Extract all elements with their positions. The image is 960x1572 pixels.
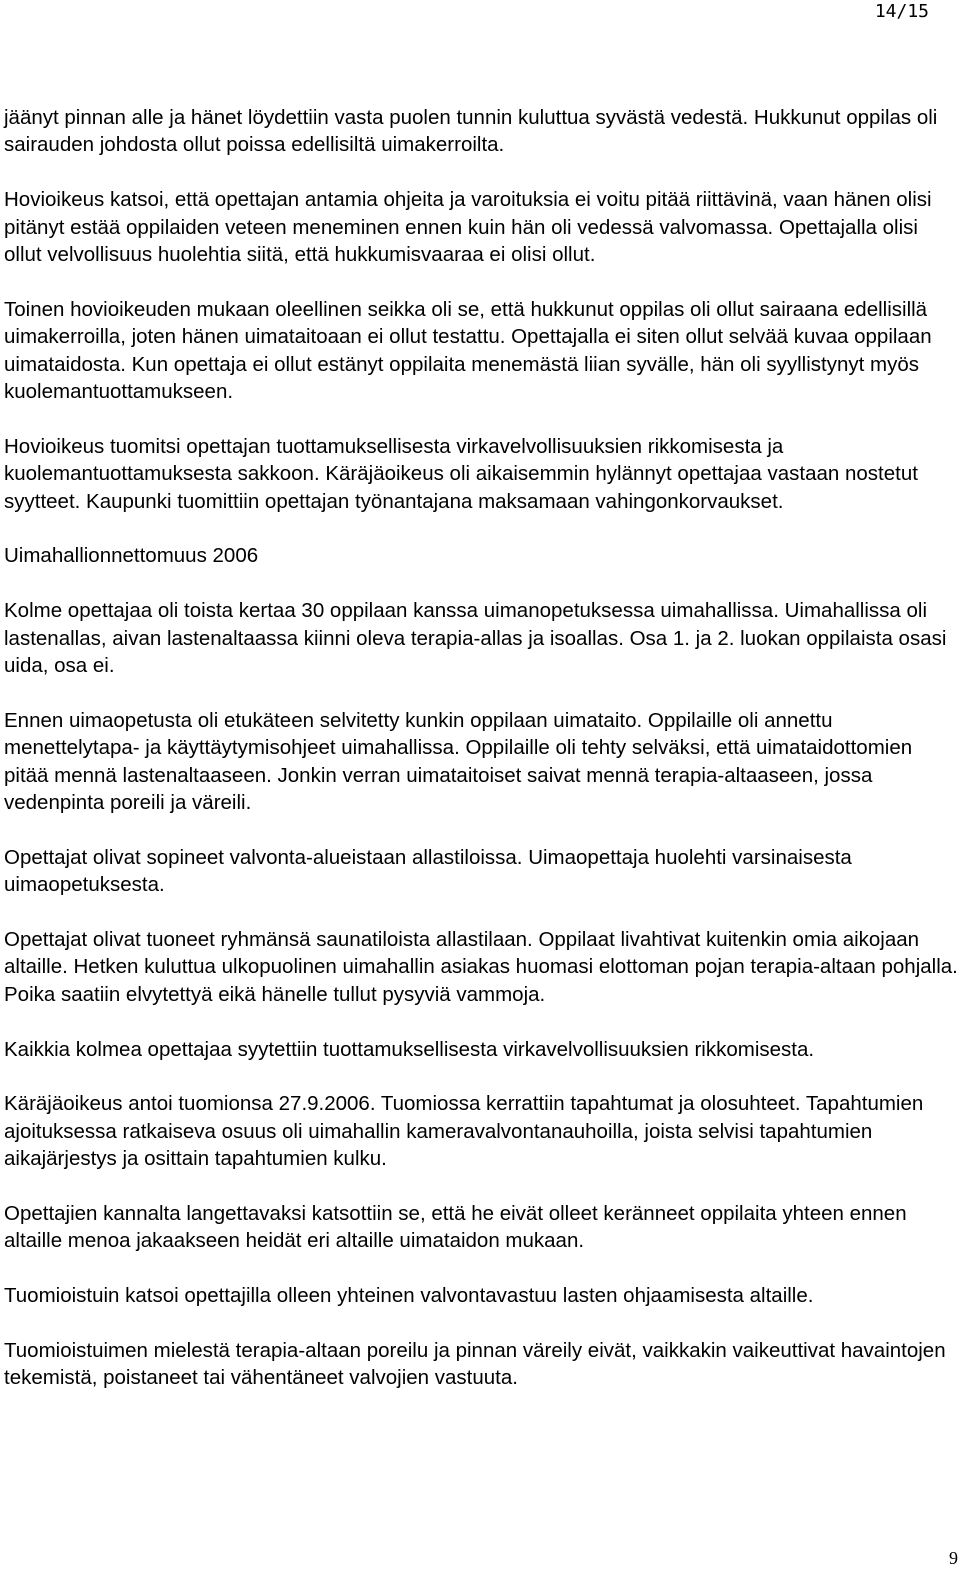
section-heading: Uimahallionnettomuus 2006 xyxy=(4,544,259,568)
paragraph: Ennen uimaopetusta oli etukäteen selvitetty kunkin oppilaan uimataito. Oppilaille oli annettu menettelytapa- ja käyttäytymisohjeet uimahallissa. Oppilaille oli tehty selväksi, että uimataidottomien pitää mennä lastenaltaaseen. Jonkin verran uimataitoiset saivat mennä terapia-altaaseen, jossa vedenpinta poreili ja väreili. xyxy=(4,708,913,815)
page-indicator: 14/15 xyxy=(874,1,929,22)
paragraph: Toinen hovioikeuden mukaan oleellinen seikka oli se, että hukkunut oppilas oli ollut sairaana edellisillä uimakerroilla, joten hänen uimataitoaan ei ollut testattu. Opettajalla ei siten ollut selvää kuvaa oppilaan uimataidosta. Kun opettaja ei ollut estänyt oppilaita menemästä liian syvälle, hän oli syyllistynyt myös kuolemantuottamukseen. xyxy=(4,297,932,404)
paragraph: Kaikkia kolmea opettajaa syytettiin tuottamuksellisesta virkavelvollisuuksien rikkomisesta. xyxy=(4,1037,815,1061)
page-number: 9 xyxy=(949,1548,958,1568)
paragraph: Opettajien kannalta langettavaksi katsottiin se, että he eivät olleet keränneet oppilaita yhteen ennen altaille menoa jakaakseen heidät eri altaille uimataidon mukaan. xyxy=(4,1202,907,1253)
document-body xyxy=(4,104,958,1392)
paragraph: Opettajat olivat tuoneet ryhmänsä saunatiloista allastilaan. Oppilaat livahtivat kuitenkin omia aikojaan altaille. Hetken kuluttua ulkopuolinen uimahallin asiakas huomasi elottoman pojan terapia-altaan pohjalla. Poika saatiin elvytettyä eikä hänelle tullut pysyviä vammoja. xyxy=(4,928,958,1006)
paragraph: jäänyt pinnan alle ja hänet löydettiin vasta puolen tunnin kuluttua syvästä vedestä. Hukkunut oppilas oli sairauden johdosta ollut poissa edellisiltä uimakerroilta. xyxy=(4,106,938,157)
paragraph: Hovioikeus tuomitsi opettajan tuottamuksellisesta virkavelvollisuuksien rikkomisesta ja kuolemantuottamuksesta sakkoon. Käräjäoikeus oli aikaisemmin hylännyt opettajaa vastaan nostetut syytteet. Kaupunki tuomittiin opettajan työnantajana maksamaan vahingonkorvaukset. xyxy=(4,434,918,513)
paragraph: Tuomioistuimen mielestä terapia-altaan poreilu ja pinnan väreily eivät, vaikkakin vaikeuttivat havaintojen tekemistä, poistaneet tai vähentäneet valvojien vastuuta. xyxy=(4,1339,946,1390)
paragraph: Hovioikeus katsoi, että opettajan antamia ohjeita ja varoituksia ei voitu pitää riittävinä, vaan hänen olisi pitänyt estää oppilaiden veteen meneminen ennen kuin hän oli vedessä valvomassa. Opettajalla olisi ollut velvollisuus huolehtia siitä, että hukkumisvaaraa ei olisi ollut. xyxy=(4,188,932,267)
paragraph: Käräjäoikeus antoi tuomionsa 27.9.2006. Tuomiossa kerrattiin tapahtumat ja olosuhteet. Tapahtumien ajoituksessa ratkaiseva osuus oli uimahallin kameravalvontanauhoilla, joista selvisi tapahtumien aikajärjestys ja osittain tapahtumien kulku. xyxy=(4,1092,924,1171)
paragraph: Kolme opettajaa oli toista kertaa 30 oppilaan kanssa uimanopetuksessa uimahallissa. Uimahallissa oli lastenallas, aivan lastenaltaassa kiinni oleva terapia-allas ja isoallas. Osa 1. ja 2. luokan oppilaista osasi uida, osa ei. xyxy=(4,599,947,678)
paragraph: Opettajat olivat sopineet valvonta-alueistaan allastiloissa. Uimaopettaja huolehti varsinaisesta uimaopetuksesta. xyxy=(4,845,852,897)
paragraph: Tuomioistuin katsoi opettajilla olleen yhteinen valvontavastuu lasten ohjaamisesta altaille. xyxy=(4,1284,814,1308)
